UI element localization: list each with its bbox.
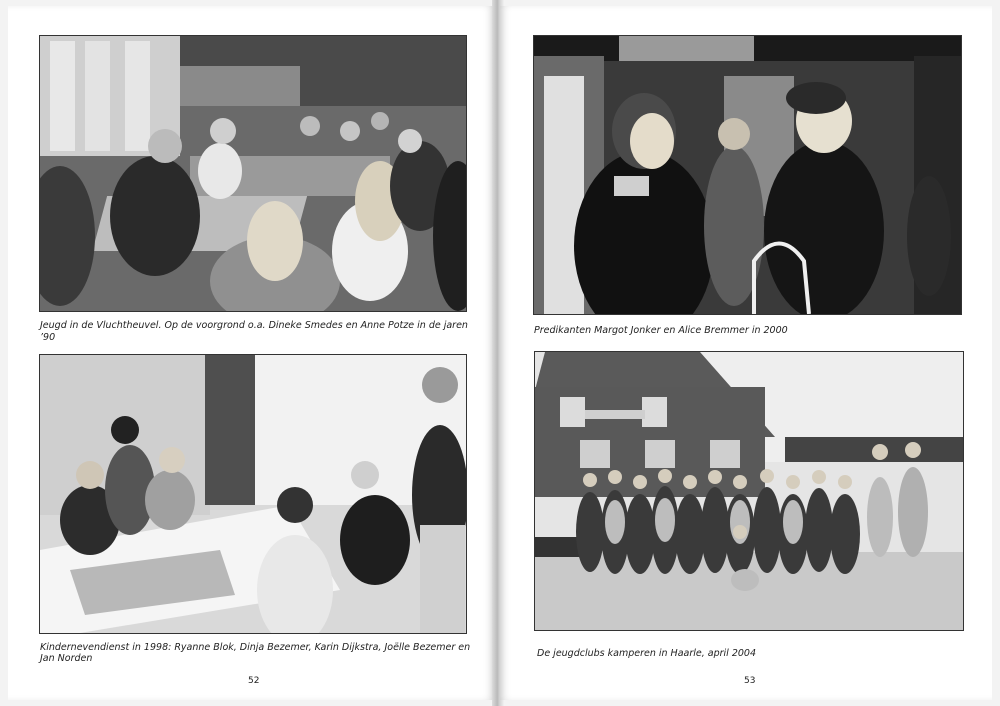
photo-children-service [39,354,467,634]
photo-youth-clubs [534,351,964,631]
photo-ministers [533,35,962,315]
caption-youth-dinner: Jeugd in de Vluchtheuvel. Op de voorgrond o.a. Dineke Smedes en Anne Potze in de jaren ’90 [40,320,468,343]
caption-ministers: Predikanten Margot Jonker en Alice Bremmer in 2000 [534,325,788,336]
caption-children-service-line1: Kindernevendienst in 1998: Ryanne Blok, Dinja Bezemer, Karin Dijkstra, Joëlle Bezemer en [40,642,471,653]
caption-children-service-line2: Jan Norden [40,653,93,664]
page-number-left: 52 [248,676,260,686]
page-number-right: 53 [744,676,756,686]
photo-youth-dinner [39,35,467,312]
caption-youth-clubs: De jeugdclubs kamperen in Haarle, april 2004 [537,648,757,659]
